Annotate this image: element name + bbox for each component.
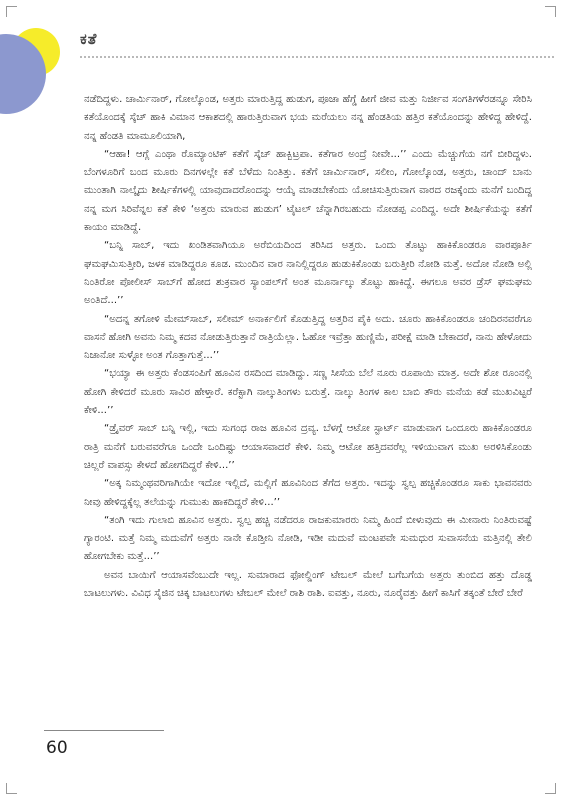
crop-mark-bottom-left: [6, 783, 17, 794]
section-title: ಕತೆ: [80, 30, 98, 48]
paragraph: “ತಂಗಿ ಇದು ಗುಲಾಬಿ ಹೂವಿನ ಅತ್ತರು. ಸ್ವಲ್ಪ ಹಚ್ಚಿ ನಡೆದರೂ ರಾಜಕುಮಾರರು ನಿಮ್ಮ ಹಿಂದೆ ಬೀಳುವುದು ಈ ಮೀನಾರು ನಿಂತಿರುವಷ್ಟೆ ಗ್ಯಾರಂಟಿ. ಮತ್ತೆ ನಿಮ್ಮ ಮದುವೆಗೆ ಅತ್ತರು ನಾನೇ ಕೊಡ್ತೀನಿ ನೋಡಿ, ಇಡೀ ಮದುವೆ ಮಂಟಪವೇ ಸುಮಧುರ ಸುವಾಸನೆಯ ಮತ್ತಿನಲ್ಲಿ ತೇಲಿ ಹೋಗಬೇಕು ಮತ್ತೆ...’’: [84, 514, 532, 563]
crop-mark-top-right: [545, 6, 556, 17]
paragraph: “ಅದನ್ನ ತಗೋಳಿ ಮೇಮ್‌ಸಾಬ್, ಸಲೀಮ್ ಅನಾರ್ಕಲಿಗೆ ಕೊಡುತ್ತಿದ್ದ ಅತ್ತರಿನ ಪೈಕಿ ಅದು. ಚೂರು ಹಾಕಿಕೊಂಡರೂ ಚಂದಿರನವರೆಗೂ ವಾಸನೆ ಹೋಗಿ ಅವನು ನಿಮ್ಮ ಕದವ ನೋಡುತ್ತಿರುತ್ತಾನೆ ರಾತ್ರಿಯೆಲ್ಲಾ. ಓಹೋ ಇವ್ರೆತ್ತಾ ಹುಣ್ಣಿಮೆ, ಪರೀಕ್ಷೆ ಮಾಡಿ ಬೇಕಾದರೆ, ನಾನು ಹೇಳೋದು ನಿಜಾನೋ ಸುಳ್ಳೋ ಅಂತ ಗೊತ್ತಾಗುತ್ತೆ...’’: [84, 313, 532, 362]
header-dotted-rule: [80, 56, 554, 58]
paragraph: “ಭಯ್ಯಾ ಈ ಅತ್ತರು ಕೆಂಡಸಂಪಿಗೆ ಹೂವಿನ ರಸದಿಂದ ಮಾಡಿದ್ದು. ಸಣ್ಣ ಸೀಸೆಯ ಬೆಲೆ ನೂರು ರೂಪಾಯಿ ಮಾತ್ರ. ಅದೇ ಶೋ ರೂಂನಲ್ಲಿ ಹೋಗಿ ಕೇಳಿದರೆ ಮೂರು ಸಾವಿರ ಹೇಳ್ತಾರೆ. ಕರೆಕ್ಟಾಗಿ ನಾಲ್ಕುತಿಂಗಳು ಬರುತ್ತೆ. ನಾಲ್ಕು ತಿಂಗಳ ಕಾಲ ಬಾಬಿ ತೌರು ಮನೆಯ ಕಡೆ ಮುಖವಿಟ್ಟರೆ ಕೇಳಿ...’’: [84, 368, 532, 417]
crop-mark-bottom-right: [545, 783, 556, 794]
paragraph: “ಬನ್ನಿ ಸಾಬ್, ಇದು ಖಂಡಿತವಾಗಿಯೂ ಅರೆಬಿಯದಿಂದ ತರಿಸಿದ ಅತ್ತರು. ಒಂದು ತೊಟ್ಟು ಹಾಕಿಕೊಂಡರೂ ವಾರಪೂರ್ತಿ ಘಮಘಮಿಸುತ್ತೀರಿ, ಜಳಕ ಮಾಡಿದ್ದರೂ ಕೂಡ. ಮುಂದಿನ ವಾರ ನಾನಿಲ್ಲಿದ್ದರೂ ಹುಡುಕಿಕೊಂಡು ಬರುತ್ತೀರಿ ನೋಡಿ ಮತ್ತೆ. ಅದೋ ನೋಡಿ ಅಲ್ಲಿ ನಿಂತಿರೋ ಪೋಲೀಸ್ ಸಾಬ್‌ಗೆ ಹೋದ ಶುಕ್ರವಾರ ಸ್ಯಾಂಪಲ್‌ಗೆ ಅಂತ ಮೂರ್ನಾಲ್ಕು ತೊಟ್ಟು ಹಾಕಿದ್ದೆ. ಈಗಲೂ ಅವರ ಡ್ರೆಸ್ ಘಮಘಮ ಅಂತಿದೆ...’’: [84, 240, 532, 307]
paragraph: “ಡ್ರೈವರ್ ಸಾಬ್ ಬನ್ನಿ ಇಲ್ಲಿ, ಇದು ಸುಗಂಧ ರಾಜ ಹೂವಿನ ದ್ರವ್ಯ. ಬೆಳಗ್ಗೆ ಆಟೋ ಸ್ಟಾರ್ಟ್ ಮಾಡುವಾಗ ಒಂದೂರು ಹಾಕಿಕೊಂಡರೂ ರಾತ್ರಿ ಮನೆಗೆ ಬರುವವರೆಗೂ ಒಂದೇ ಒಂದಿಷ್ಟು ಆಯಾಸವಾದರೆ ಕೇಳಿ. ನಿಮ್ಮ ಆಟೋ ಹತ್ತಿದವರೆಲ್ಲ ಇಳಿಯುವಾಗ ಮುಖ ಅರಳಿಸಿಕೊಂಡು ಚಿಲ್ಲರೆ ವಾಪಸ್ಸು ಕೇಳದೆ ಹೋಗದಿದ್ದರೆ ಕೇಳಿ...’’: [84, 423, 532, 471]
footer-rule: [44, 730, 164, 731]
paragraph: “ಅಕ್ಕ ನಿಮ್ಮಂಥವರಿಗಾಗಿಯೇ ಇದೋ ಇಲ್ಲಿದೆ, ಮಲ್ಲಿಗೆ ಹೂವಿನಿಂದ ತೆಗೆದ ಅತ್ತರು. ಇದನ್ನು ಸ್ವಲ್ಪ ಹಚ್ಚಿಕೊಂಡರೂ ಸಾಕು ಭಾವನವರು ನೀವು ಹೇಳಿದ್ದಕ್ಕೆಲ್ಲ ತಲೆಯನ್ನು ಗುಮುಕು ಹಾಕದಿದ್ದರೆ ಕೇಳಿ...’’: [84, 478, 532, 508]
paragraph: ಅವನ ಬಾಯಿಗೆ ಆಯಾಸವೆಂಬುದೇ ಇಲ್ಲ. ಸುಮಾರಾದ ಫೋಲ್ಡಿಂಗ್ ಟೇಬಲ್ ಮೇಲೆ ಬಗೆಬಗೆಯ ಅತ್ತರು ತುಂಬಿದ ಹತ್ತು ದೊಡ್ಡ ಬಾಟಲುಗಳು. ವಿವಿಧ ಸೈಜಿನ ಚಿಕ್ಕ ಬಾಟಲುಗಳು ಟೇಬಲ್ ಮೇಲೆ ರಾಶಿ ರಾಶಿ. ಐವತ್ತು, ನೂರು, ನೂರೈವತ್ತು ಹೀಗೆ ಕಾಸಿಗೆ ತಕ್ಕಂತೆ ಬೇರೆ ಬೇರೆ: [84, 569, 532, 600]
story-body: [84, 91, 532, 603]
crop-mark-top-left: [6, 6, 17, 17]
page-number: 60: [46, 738, 68, 758]
paragraph: “ಆಹಾ! ಆಗ್ಲೆ ಎಂಥಾ ರೊಮ್ಯಾಂಟಿಕ್ ಕತೆಗೆ ಸ್ಕೆಚ್ ಹಾಕ್ಬಿಟ್ರಪಾ. ಕತೆಗಾರ ಅಂದ್ರೆ ನೀವೇ...’’ ಎಂದು ಮೆಚ್ಚುಗೆಯ ನಗೆ ಬೀರಿದ್ದಳು. ಬೆಂಗಳೂರಿಗೆ ಬಂದ ಮೂರು ದಿನಗಳಲ್ಲೇ ಕತೆ ಬೆಳೆದು ನಿಂತಿತ್ತು. ಕತೆಗೆ ಚಾರ್ಮಿನಾರ್, ಸಲೀಂ, ಗೋಲ್ಕೊಂಡ, ಅತ್ತರು, ಚಾಂದ್ ಬಾನು ಮುಂತಾಗಿ ನಾಲ್ಕೈದು ಶೀರ್ಷಿಕೆಗಳಲ್ಲಿ ಯಾವುದಾದರೊಂದನ್ನು ಆಯ್ಕೆ ಮಾಡಬೇಕೆಂದು ಯೋಚಿಸುತ್ತಿರುವಾಗ ವಾರದ ರಜಕ್ಕೆಂದು ಮನೆಗೆ ಬಂದಿದ್ದ ನನ್ನ ಮಗ ಸಿರಿವೆನ್ನಲ ಕತೆ ಕೇಳಿ ‘ಅತ್ತರು ಮಾರುವ ಹುಡುಗ’ ಟೈಟಲ್ ಚೆನ್ನಾಗಿರಬಹುದು ನೋಡಪ್ಪ ಎಂದಿದ್ದ. ಅದೇ ಶೀರ್ಷಿಕೆಯನ್ನು ಕತೆಗೆ ಕಾಯಂ ಮಾಡಿದ್ದೆ.: [84, 148, 532, 234]
paragraph: ನಡೆದಿದ್ದಳು. ಚಾರ್ಮಿನಾರ್, ಗೋಲ್ಕೊಂಡ, ಅತ್ತರು ಮಾರುತ್ತಿದ್ದ ಹುಡುಗ, ಪೂಜಾ ಹೆಗ್ಡೆ ಹೀಗೆ ಜೀವ ಮತ್ತು ನಿರ್ಜೀವ ಸಂಗತಿಗಳೆರಡನ್ನೂ ಸೇರಿಸಿ ಕತೆಯೊಂದಕ್ಕೆ ಸ್ಕೆಚ್ ಹಾಕಿ ವಿಮಾನ ಆಕಾಶದಲ್ಲಿ ಹಾರುತ್ತಿರುವಾಗ ಭಯ ಮರೆಯಲು ನನ್ನ ಹೆಂಡತಿಯ ಹತ್ತಿರ ಕತೆಯೊಂದನ್ನು ಹೇಳಿದ್ದ ಹೇಳಿದ್ದೆ. ನನ್ನ ಹೆಂಡತಿ ಮಾಮೂಲಿಯಾಗಿ,: [84, 94, 532, 142]
